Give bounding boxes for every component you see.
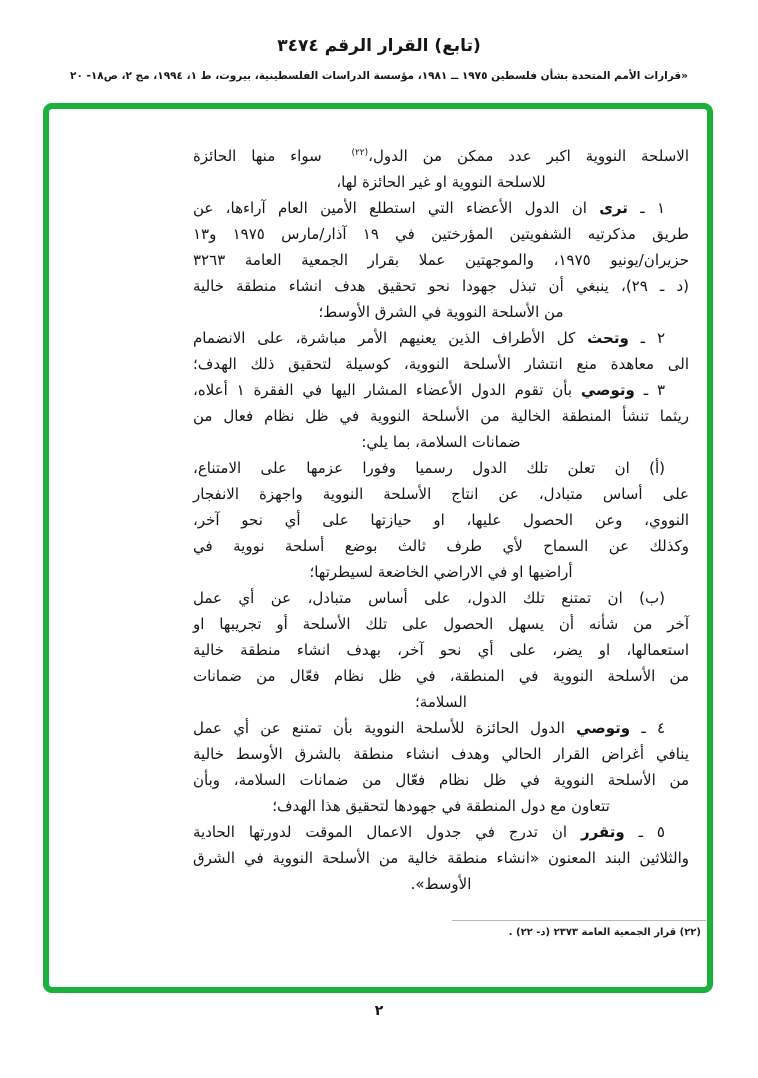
text-segment: على أساس متبادل، عن انتاج الأسلحة النووية واجهزة الانفجار [193,485,689,503]
text-segment: وتقرر [580,823,625,841]
text-segment: ريثما تنشأ المنطقة الخالية من الأسلحة النووية في ظل نظام فعال من [193,407,689,425]
text-line [193,533,689,559]
text-segment: وتحث [587,329,629,347]
text-segment: سواء منها الحائزة [193,147,352,165]
text-line [193,140,689,169]
text-line [193,845,689,871]
text-segment: (ب) ان تمتنع تلك الدول، على أساس متبادل، عن أي عمل [193,589,665,607]
page-number: ٢ [374,1003,384,1019]
text-line [193,455,689,481]
text-line [193,559,689,585]
text-segment: ينافي أغراض القرار الحالي وهدف انشاء منطقة بالشرق الأوسط خالية [193,745,689,763]
text-segment: للاسلحة النووية او غير الحائزة لها، [336,173,546,191]
text-segment: ٣ ـ [634,381,665,399]
text-line [193,221,689,247]
text-line [193,793,689,819]
text-segment: من الأسلحة النووية في المنطقة، في ظل نظام فعّال من ضمانات [193,667,689,685]
text-line [193,741,689,767]
text-segment: (د ـ ٢٩)، ينبغي أن تبذل جهودا نحو تحقيق هدف انشاء منطقة خالية [193,277,689,295]
text-line [193,663,689,689]
text-line [193,169,689,195]
text-line [193,507,689,533]
text-segment: ضمانات السلامة، بما يلي: [361,433,521,451]
text-segment: الى معاهدة منع انتشار الأسلحة النووية، كوسيلة لتحقيق ذلك الهدف؛ [193,355,689,373]
text-segment: ١ ـ [627,199,665,217]
text-segment: بأن تقوم الدول الأعضاء المشار اليها في الفقرة ١ أعلاه، [193,381,581,399]
text-segment: آخر من شأنه أن يسهل الحصول على تلك الأسلحة أو تجريبها او [193,615,689,633]
text-line [193,611,689,637]
text-line [193,689,689,715]
text-line [193,819,689,845]
text-segment: حزيران/يونيو ١٩٧٥، والموجهتين عملا بقرار الجمعية العامة ٣٢٦٣ [193,251,689,269]
text-line [193,403,689,429]
text-segment: (أ) ان تعلن تلك الدول رسميا وفورا عزمها على الامتناع، [193,459,665,477]
text-segment: ترى [599,199,628,217]
text-segment: ان الدول الأعضاء التي استطلع الأمين العام آراءها، عن [193,199,600,217]
text-line [193,715,689,741]
text-line [193,273,689,299]
text-segment: النووي، وعن الحصول عليها، او حيازتها على أي نحو آخر، [193,511,689,529]
page-title: (تابع) القرار الرقم ٣٤٧٤ [277,36,481,56]
text-segment: من الأسلحة النووية في ظل نظام فعّال من ضمانات السلامة، وبأن [193,771,689,789]
text-segment: السلامة؛ [415,693,467,711]
text-segment: ٥ ـ [624,823,665,841]
text-line [193,247,689,273]
text-line [193,767,689,793]
text-segment: طريق مذكرتيه الشفويتين المؤرختين في ١٩ آذار/مارس ١٩٧٥ و١٣ [193,225,689,243]
text-segment: وتوصي [580,381,635,399]
text-segment: تتعاون مع دول المنطقة في جهودها لتحقيق هذا الهدف؛ [272,797,610,815]
text-line [193,299,689,325]
text-segment: من الأسلحة النووية في الشرق الأوسط؛ [318,303,564,321]
text-line [193,637,689,663]
text-segment: والثلاثين البند المعنون «انشاء منطقة خالية من الأسلحة النووية في الشرق [193,849,689,867]
footnote-separator [452,920,706,921]
text-line [193,871,689,897]
text-segment: ان تدرج في جدول الاعمال الموقت لدورتها الحادية [193,823,581,841]
text-line [193,377,689,403]
text-line [193,195,689,221]
text-line [193,429,689,455]
text-segment: أراضيها او في الاراضي الخاضعة لسيطرتها؛ [309,563,573,581]
text-segment: وكذلك عن السماح لأي طرف ثالث بوضع أسلحة نووية في [193,537,689,555]
text-line [193,325,689,351]
text-segment: كل الأطراف الذين يعنيهم الأمر مباشرة، على الانضمام [193,329,588,347]
text-segment: الأوسط». [410,875,472,893]
text-segment: ٤ ـ [630,719,665,737]
text-line [193,585,689,611]
text-segment: استعمالها، او يضر، على أي نحو آخر، بهدف انشاء منطقة خالية [193,641,689,659]
text-line [193,481,689,507]
footnote: (٢٢) قرار الجمعية العامة ٢٣٧٣ (د- ٢٢) . [508,927,701,938]
source-citation: «قرارات الأمم المتحدة بشأن فلسطين ١٩٧٥ ــ ١٩٨١، مؤسسة الدراسات الفلسطينية، بيروت، ط ١، ١٩٩٤، مج ٢، ص١٨- ٢٠ [70,70,688,82]
text-segment: الدول الحائزة للأسلحة النووية بأن تمتنع عن أي عمل [193,719,577,737]
text-segment: ٢ ـ [628,329,665,347]
text-line [193,351,689,377]
text-segment: وتوصي [576,719,631,737]
footnote-reference-marker: (٢٢) [351,148,369,158]
text-segment: الاسلحة النووية اكبر عدد ممكن من الدول، [368,147,689,165]
resolution-body-text [193,140,689,897]
